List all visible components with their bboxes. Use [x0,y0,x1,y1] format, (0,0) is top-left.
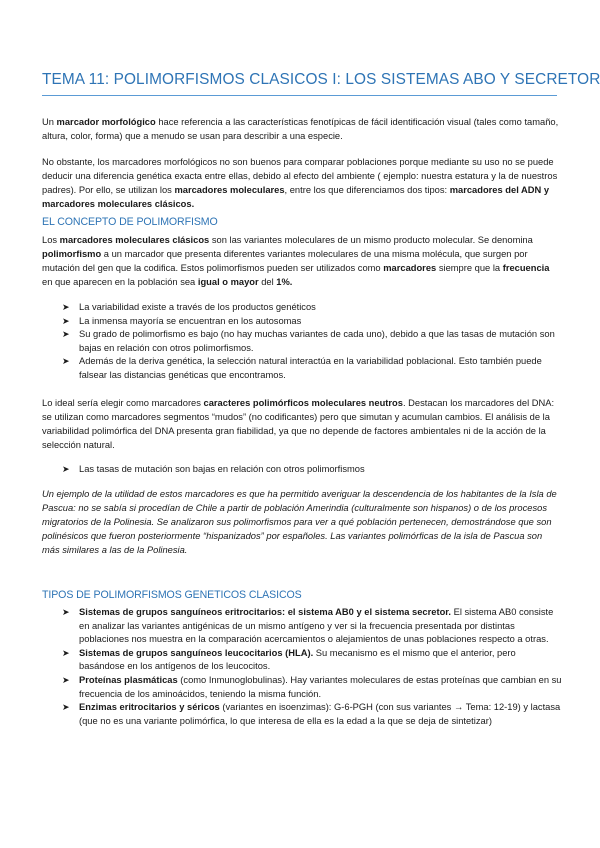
section-heading-tipos: TIPOS DE POLIMORFISMOS GENETICOS CLASICOS [42,589,302,601]
bold-term: 1%. [276,277,293,287]
mutation-bullet-list [62,463,562,477]
list-item-text: Además de la deriva genética, la selección natural interactúa en la variabilidad poblacional. Esto también puede falsear las distancias genéticas que encontramos. [79,356,542,380]
text-run: No obstante, los marcadores morfológicos no son buenos para comparar poblaciones porque mediante su uso no se puede deducir una diferencia genética exacta entre ellas, debido al efecto del ambiente ( ejemplo: nuestra estatura y la de nuestros padres). Por ello, se utilizan los [42,157,558,195]
text-run: a un marcador que presenta diferentes variantes moleculares de una misma molécula, que surgen por mutación del gen que la codifica. Estos polimorfismos pueden ser utilizados como [42,249,528,273]
list-item-text: Su mecanismo es el mismo que el anterior, pero basándose en los antígenos de los leucocitos. [79,647,516,672]
bold-term: Enzimas eritrocitarios y séricos [79,702,220,713]
example-paragraph-italic: Un ejemplo de la utilidad de estos marcadores es que ha permitido averiguar la descendencia de los habitantes de la Isla de Pascua: no se sabía si procedían de Chile a partir de población Amerindia (culturalmente son hispanos) o de los procesos migratorios de la Polinesia. Se analizaron sus polimorfismos para ver a qué población pertenecen, demostrándose que son polinésicos que fueron posteriormente “hispanizados” por españoles. Las variantes polimórficas de la isla de Pascua son más similares a las de la Polinesia. [42,489,557,555]
list-item-text: El sistema AB0 consiste en analizar las variantes antigénicas de un mismo antígeno y ver si la frecuencia presentada por distintas poblaciones nos muestra en la comparación acercamientos o alejamientos de unas poblaciones respecto a otras. [79,607,554,645]
text-run: son las variantes moleculares de un mismo producto molecular. Se denomina [209,235,533,245]
arrowhead-bullet-icon: ➤ [62,702,70,713]
text-run: . Destacan los marcadores del DNA: se utilizan como marcadores segmentos “mudos” (no codificantes) pero que simutan y acumulan cambios. El análisis de la variabilidad polimórfica del DNA presenta gran fiabilidad, ya que no depende de factores ambientales ni de la acción de la selección natural. [42,398,555,450]
list-item [62,701,562,728]
document-title: TEMA 11: POLIMORFISMOS CLASICOS I: LOS SISTEMAS ABO Y SECRETOR [42,71,600,88]
arrowhead-bullet-icon: ➤ [62,607,70,617]
text-run: del [258,277,277,287]
bold-term: marcadores moleculares clásicos [59,235,210,245]
bold-term: Sistemas de grupos sanguíneos eritrocitarios: el sistema AB0 y el sistema secretor. [79,607,451,617]
text-run: en que aparecen en la población sea [42,277,198,287]
text-run: hace referencia a las características fenotípicas de fácil identificación visual (tales como tamaño, altura, color, forma) que a menudo se usan para describir a una especie. [42,117,559,141]
arrowhead-bullet-icon: ➤ [62,674,70,685]
list-item [62,315,562,329]
arrowhead-bullet-icon: ➤ [62,356,70,367]
arrowhead-bullet-icon: ➤ [62,329,70,340]
list-item [62,606,562,647]
tipos-bullet-list [62,606,562,728]
list-item-text: (variantes en isoenzimas): G-6-PGH (con sus variantes → Tema: 12-19) y lactasa (que no es una variante polimórfica, lo que interesa de ella es la edad a la que se deja de sintetizar) [79,702,561,726]
polimorfismo-bullet-list [62,301,562,383]
list-item [62,674,562,701]
list-item [62,301,562,315]
section1-paragraph-2 [42,396,562,452]
list-item-text: Su grado de polimorfismo es bajo (no hay muchas variantes de cada uno), debido a que las tasas de mutación son bajas en relación con otros polimorfismos. [79,329,555,353]
text-run: Un [42,117,57,127]
intro-paragraph-2 [42,155,562,211]
bold-term: caracteres polimórficos moleculares neutros [203,398,403,408]
list-item [62,355,562,382]
arrowhead-bullet-icon: ➤ [62,315,70,326]
bold-term: Sistemas de grupos sanguíneos leucocitarios (HLA). [79,647,314,658]
text-run: Los [42,235,60,245]
bold-term: polimorfismo [42,249,102,259]
title-underline [42,95,557,96]
list-item-text: Las tasas de mutación son bajas en relación con otros polimorfismos [79,464,365,474]
list-item [62,463,562,477]
arrowhead-bullet-icon: ➤ [62,302,70,312]
list-item [62,647,562,674]
bold-term: marcadores moleculares [174,185,285,195]
section1-paragraph [42,233,562,289]
list-item-text: La inmensa mayoría se encuentran en los autosomas [79,315,302,326]
arrowhead-bullet-icon: ➤ [62,464,70,474]
intro-paragraph-1 [42,115,562,143]
bold-term: igual o mayor [197,277,259,287]
bold-term: frecuencia [502,263,550,273]
bold-term: marcador morfológico [56,117,156,127]
list-item [62,328,562,355]
bold-term: marcadores [383,263,437,273]
text-run: siempre que la [436,263,503,273]
text-run: , entre los que diferenciamos dos tipos: [284,185,450,195]
list-item-text: La variabilidad existe a través de los productos genéticos [79,302,316,312]
list-item-text: (como Inmunoglobulinas). Hay variantes moleculares de estas proteínas que cambian en su frecuencia de los aminoácidos, teniendo la misma función. [79,674,562,699]
bold-term: Proteínas plasmáticas [79,674,178,685]
section-heading-polimorfismo: EL CONCEPTO DE POLIMORFISMO [42,216,218,228]
text-run: Lo ideal sería elegir como marcadores [42,398,204,408]
bold-term: marcadores del ADN y marcadores moleculares clásicos. [42,185,550,209]
arrowhead-bullet-icon: ➤ [62,647,70,658]
